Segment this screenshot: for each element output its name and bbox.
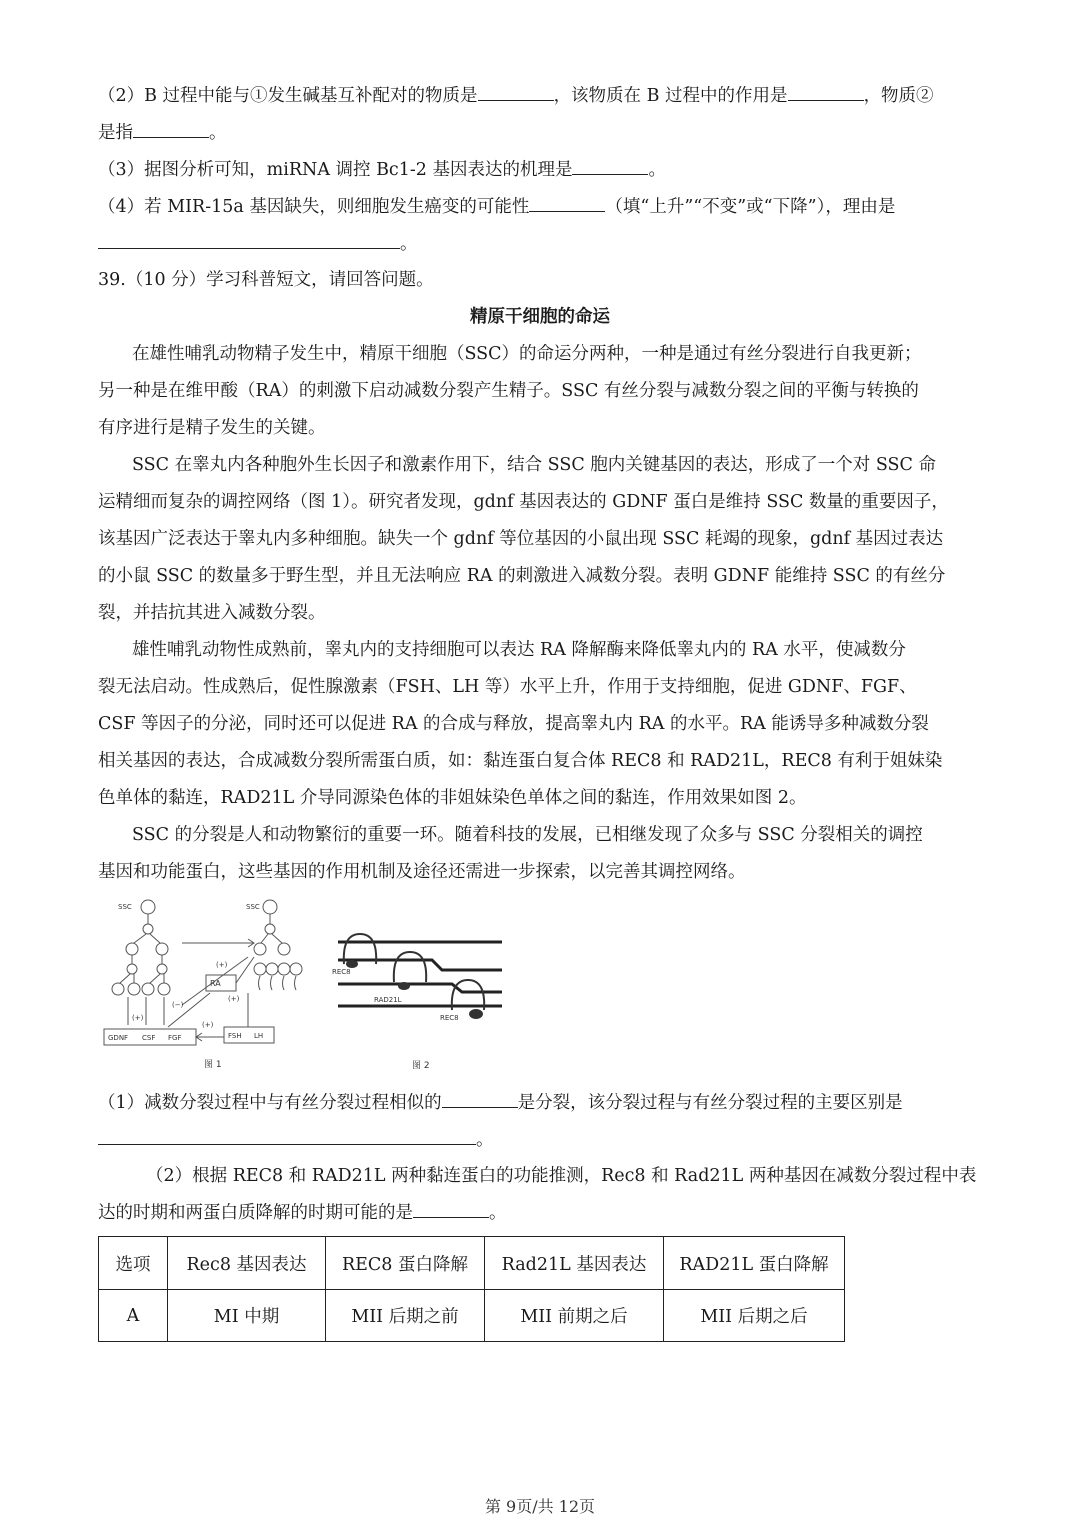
paragraph-line: 裂无法启动。性成熟后，促性腺激素（FSH、LH 等）水平上升，作用于支持细胞，促进 GDNF、FGF、 [98,677,917,697]
q38-part2-text-b: ，该物质在 B 过程中的作用是 [553,86,788,106]
answer-blank[interactable] [133,119,209,138]
paragraph-line: 有序进行是精子发生的关键。 [98,418,326,438]
q39-part2-line1: （2）根据 REC8 和 RAD21L 两种黏连蛋白的功能推测，Rec8 和 Rad21L 两种基因在减数分裂过程中表 [146,1166,977,1186]
ssc-label: SSC [246,903,260,911]
table-cell: A [99,1290,168,1342]
q38-part3-text: （3）据图分析可知，miRNA 调控 Bc1-2 基因表达的机理是 [98,160,573,180]
table-cell: MII 前期之后 [485,1290,664,1342]
answer-blank[interactable] [98,1126,476,1145]
paragraph-line: 另一种是在维甲酸（RA）的刺激下启动减数分裂产生精子。SSC 有丝分裂与减数分裂之间的平衡与转换的 [98,381,919,401]
paragraph-line: 相关基因的表达，合成减数分裂所需蛋白质，如：黏连蛋白复合体 REC8 和 RAD21L，REC8 有利于姐妹染 [98,751,943,771]
answer-blank[interactable] [98,230,400,249]
page-footer: 第 9页/共 12页 [484,1497,596,1516]
q39-part1-text-b: 是分裂，该分裂过程与有丝分裂过程的主要区别是 [517,1093,903,1113]
q38-part3 [98,156,982,183]
q39-header: 39.（10 分）学习科普短文，请回答问题。 [98,270,434,290]
plus-label: (+) [132,1014,144,1022]
table-header: Rec8 基因表达 [168,1237,326,1290]
answer-blank[interactable] [413,1199,489,1218]
plus-label: (+) [228,995,240,1003]
q39-part1-text-a: （1）减数分裂过程中与有丝分裂过程相似的 [98,1093,442,1113]
plus-label: (+) [202,1021,214,1029]
csf-label: CSF [142,1034,156,1042]
minus-label: (−) [172,1001,184,1009]
q38-part2-text-e: 。 [209,123,227,143]
answer-blank[interactable] [572,156,648,175]
paragraph-line: 在雄性哺乳动物精子发生中，精原干细胞（SSC）的命运分两种，一种是通过有丝分裂进行自我更新； [132,344,922,364]
answer-blank[interactable] [478,82,554,101]
q38-part4 [98,193,982,220]
gdnf-label: GDNF [108,1034,129,1042]
rad21l-label: RAD21L [374,996,402,1004]
figure-2-caption: 图 2 [412,1061,430,1071]
q39-part2-end: 。 [489,1203,507,1223]
q39-part2-line2 [98,1199,982,1226]
paragraph-line: 的小鼠 SSC 的数量多于野生型，并且无法响应 RA 的刺激进入减数分裂。表明 GDNF 能维持 SSC 的有丝分 [98,566,946,586]
table-header: Rad21L 基因表达 [485,1237,664,1290]
table-cell: MI 中期 [168,1290,326,1342]
q39-part1 [98,1089,982,1116]
table-row [99,1290,845,1342]
paragraph-line: 基因和功能蛋白，这些基因的作用机制及途径还需进一步探索，以完善其调控网络。 [98,862,746,882]
q39-part1-answer-line [98,1126,982,1153]
table-header: REC8 蛋白降解 [326,1237,485,1290]
table-header: 选项 [99,1237,168,1290]
ssc-label: SSC [118,903,132,911]
answer-blank[interactable] [442,1089,518,1108]
plus-label: (+) [216,961,228,969]
figure-1-caption: 图 1 [204,1060,222,1070]
rec8-label: REC8 [440,1014,459,1022]
article-title: 精原干细胞的命运 [470,307,610,327]
q38-part2-line1 [98,82,982,109]
table-cell: MII 后期之后 [664,1290,845,1342]
paragraph-line: 裂，并拮抗其进入减数分裂。 [98,603,326,623]
q39-part2-text: 达的时期和两蛋白质降解的时期可能的是 [98,1203,413,1223]
options-table [98,1236,845,1342]
paragraph-line: SSC 在睾丸内各种胞外生长因子和激素作用下，结合 SSC 胞内关键基因的表达，形成了一个对 SSC 命 [132,455,936,475]
paragraph-line: 雄性哺乳动物性成熟前，睾丸内的支持细胞可以表达 RA 降解酶来降低睾丸内的 RA 水平，使减数分 [132,640,906,660]
fsh-label: FSH [228,1032,242,1040]
paragraph-line: SSC 的分裂是人和动物繁衍的重要一环。随着科技的发展，已相继发现了众多与 SSC 分裂相关的调控 [132,825,923,845]
answer-blank[interactable] [529,193,605,212]
q38-part4-text-b: （填“上升”“不变”或“下降”），理由是 [605,197,896,217]
q38-part4-text-a: （4）若 MIR-15a 基因缺失，则细胞发生癌变的可能性 [98,197,530,217]
q38-part2-line2 [98,119,982,146]
paragraph-line: CSF 等因子的分泌，同时还可以促进 RA 的合成与释放，提高睾丸内 RA 的水平。RA 能诱导多种减数分裂 [98,714,929,734]
table-header: RAD21L 蛋白降解 [664,1237,845,1290]
q38-part4-end: 。 [400,234,418,254]
table-header-row [99,1237,845,1290]
q38-part2-text-c: ，物质② [863,86,934,106]
ra-box-label: RA [210,979,221,988]
fgf-label: FGF [168,1034,182,1042]
figure-1 [98,895,330,1075]
table-cell: MII 后期之前 [326,1290,485,1342]
q38-part2-text-a: （2）B 过程中能与①发生碱基互补配对的物质是 [98,86,478,106]
paragraph-line: 运精细而复杂的调控网络（图 1）。研究者发现，gdnf 基因表达的 GDNF 蛋白是维持 SSC 数量的重要因子， [98,492,949,512]
q38-part3-end: 。 [648,160,666,180]
paragraph-line: 该基因广泛表达于睾丸内多种细胞。缺失一个 gdnf 等位基因的小鼠出现 SSC 耗竭的现象，gdnf 基因过表达 [98,529,944,549]
q38-part2-text-d: 是指 [98,123,133,143]
figure-2 [332,920,504,1075]
lh-label: LH [254,1032,264,1040]
paragraph-line: 色单体的黏连，RAD21L 介导同源染色体的非姐妹染色单体之间的黏连，作用效果如图 2。 [98,788,807,808]
q38-part4-answer-line [98,230,982,257]
q39-part1-end: 。 [476,1130,494,1150]
answer-blank[interactable] [788,82,864,101]
rec8-label: REC8 [332,968,351,976]
